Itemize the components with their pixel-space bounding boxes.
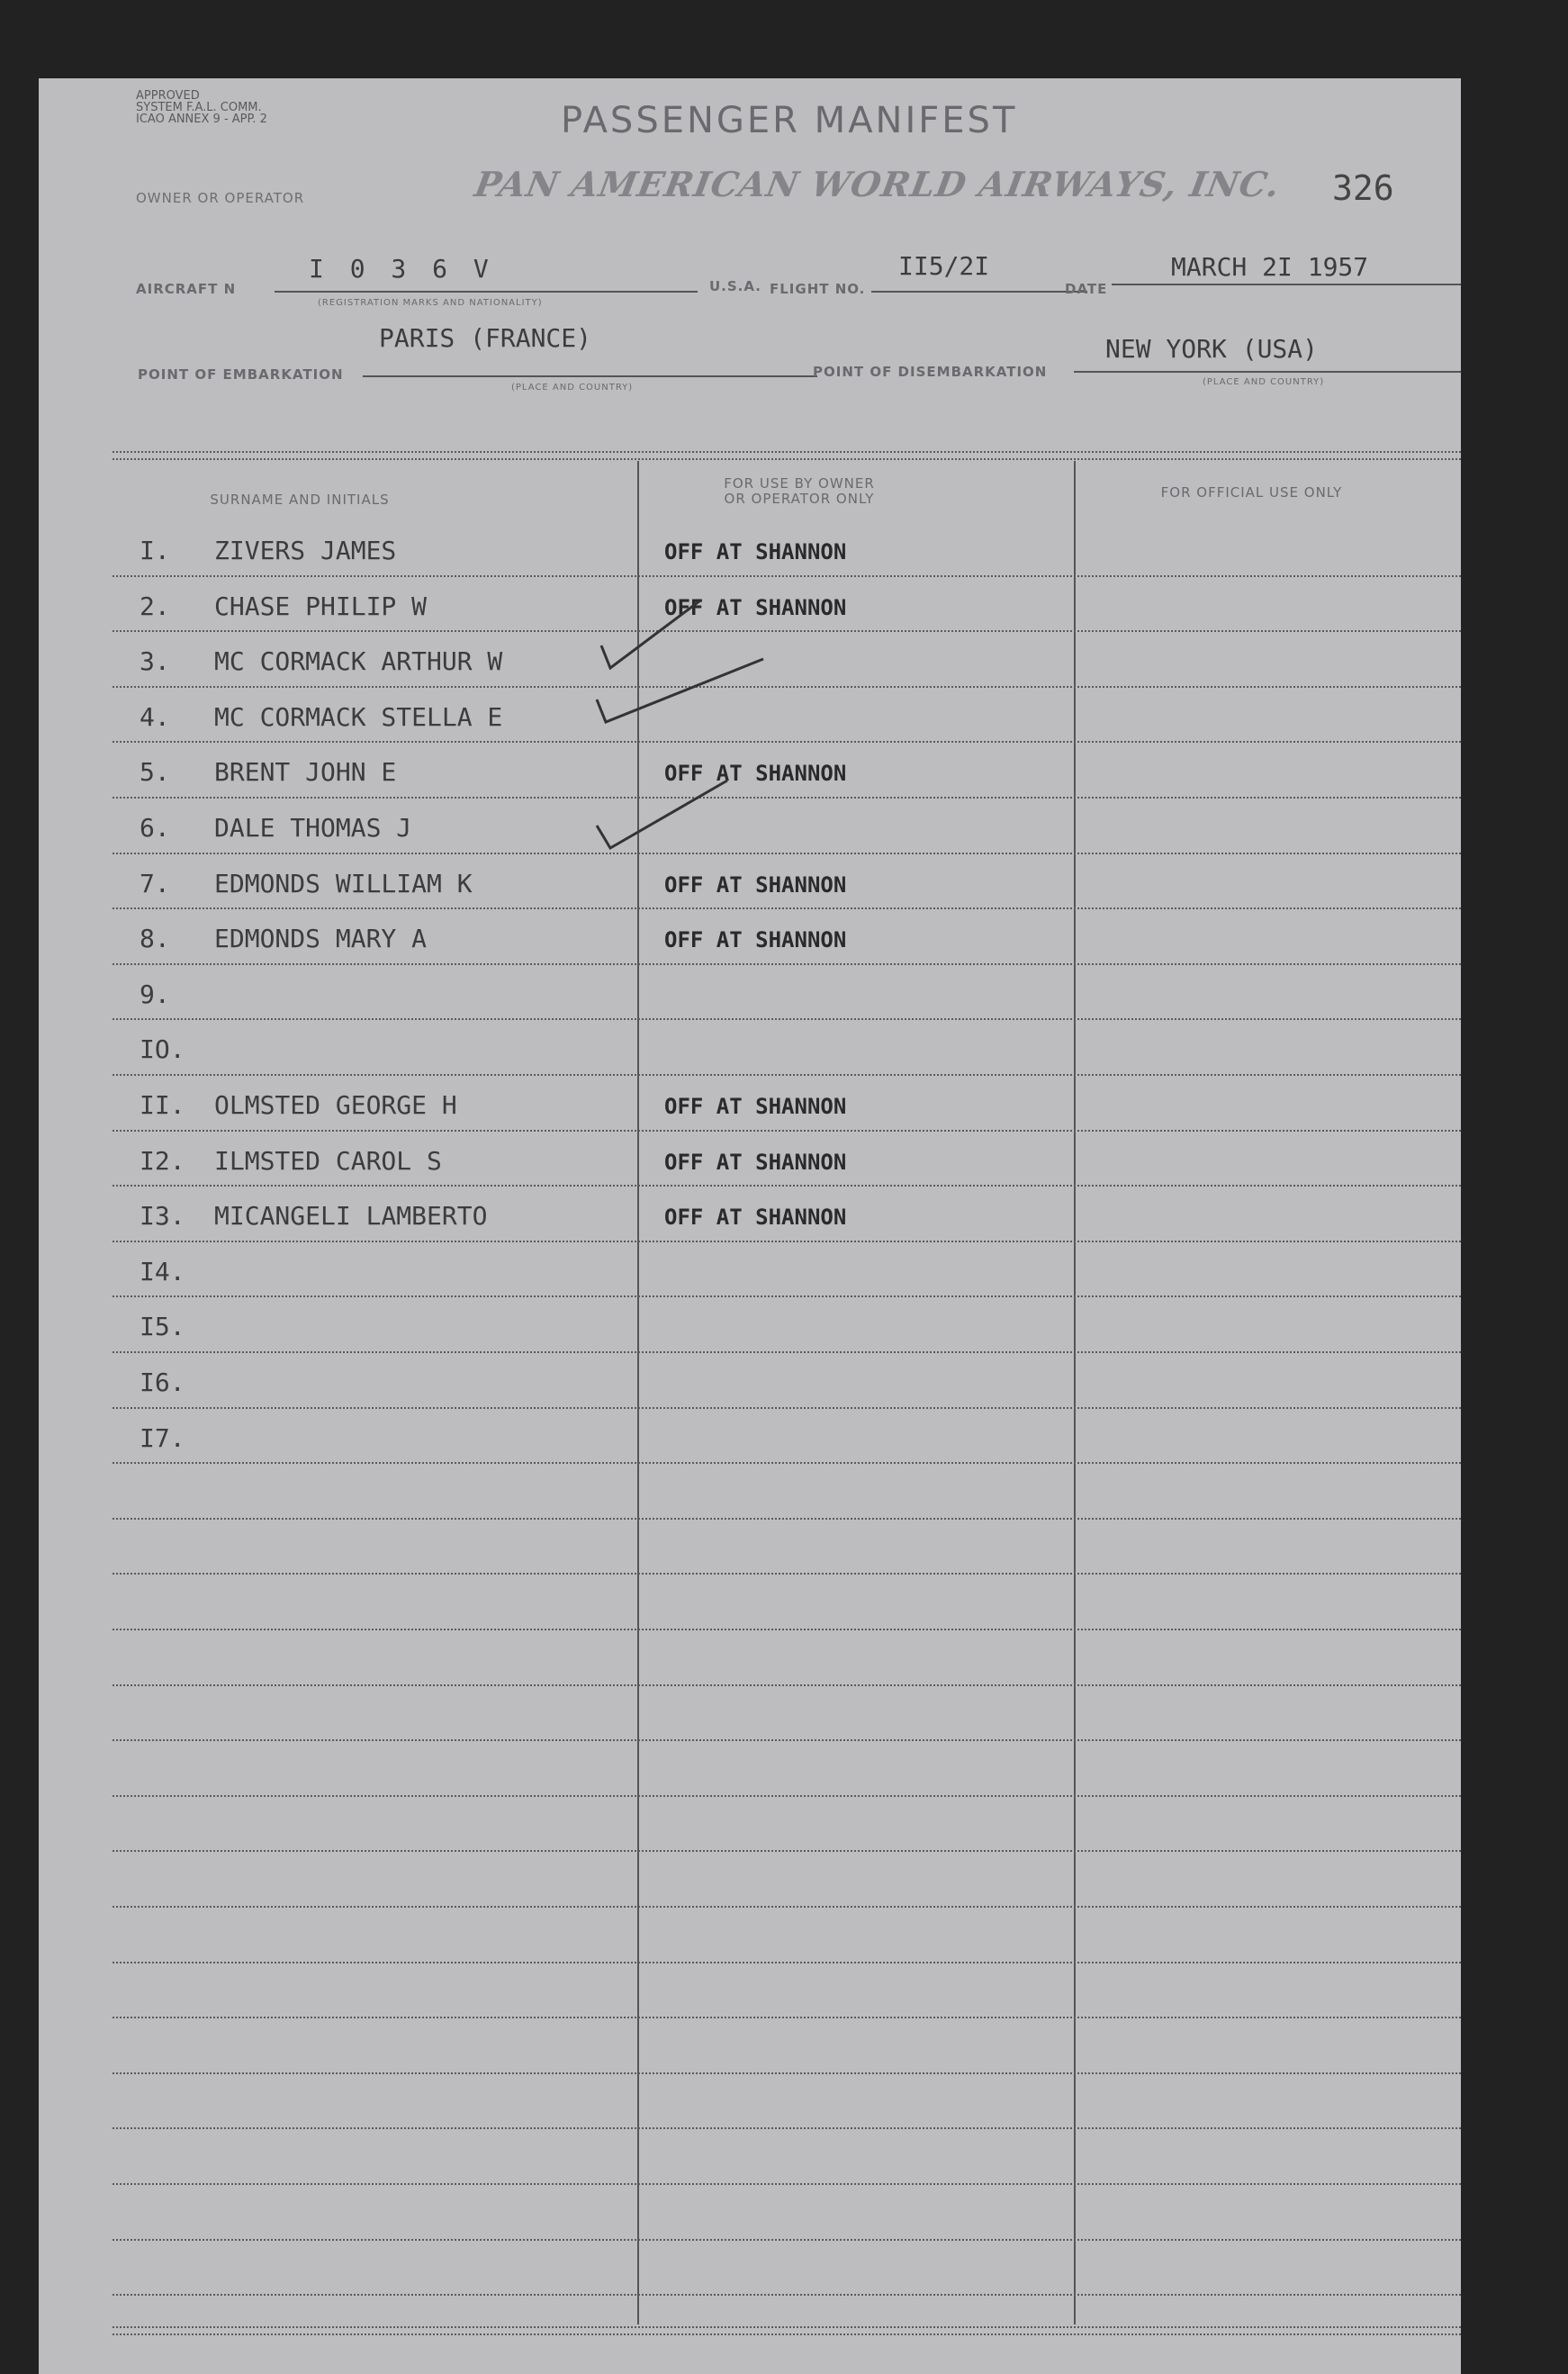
embarkation-caption: (PLACE AND COUNTRY) — [511, 383, 634, 393]
row-line — [113, 2239, 1461, 2241]
row-line — [113, 1629, 1461, 1630]
row-line — [113, 1351, 1461, 1353]
flight-label: FLIGHT NO. — [770, 281, 866, 297]
col-official-header: FOR OFFICIAL USE ONLY — [1160, 484, 1343, 501]
row-line — [113, 853, 1461, 854]
row-line — [113, 1518, 1461, 1520]
row-number: I5. — [140, 1312, 185, 1341]
row-number: 5. — [140, 757, 170, 787]
row-line — [113, 1962, 1461, 1963]
col-surname-header: SURNAME AND INITIALS — [210, 492, 390, 508]
usa-label: U.S.A. — [709, 278, 761, 294]
table-bottom-rule — [113, 2326, 1461, 2335]
aircraft-value: I 0 3 6 V — [309, 254, 494, 284]
disembarkation-value: NEW YORK (USA) — [1105, 334, 1319, 364]
row-number: I2. — [140, 1146, 185, 1176]
row-line — [113, 2183, 1461, 2185]
operator-stamp: OFF AT SHANNON — [664, 927, 847, 952]
row-line — [113, 2017, 1461, 2018]
document-title: PASSENGER MANIFEST — [561, 100, 1018, 141]
row-line — [113, 1241, 1461, 1242]
row-line — [113, 1295, 1461, 1297]
row-line — [113, 2294, 1461, 2296]
row-line — [113, 1018, 1461, 1020]
row-number: 9. — [140, 979, 170, 1009]
operator-stamp: OFF AT SHANNON — [664, 872, 847, 898]
row-line — [113, 1795, 1461, 1797]
row-line — [113, 630, 1461, 632]
row-line — [113, 907, 1461, 909]
operator-stamp: OFF AT SHANNON — [664, 1205, 847, 1230]
row-number: 8. — [140, 924, 170, 953]
row-line — [113, 1850, 1461, 1852]
operator-stamp: OFF AT SHANNON — [664, 1150, 847, 1175]
row-number: II. — [140, 1090, 185, 1120]
passenger-name: DALE THOMAS J — [214, 813, 412, 843]
row-number: I. — [140, 536, 170, 565]
row-number: I3. — [140, 1201, 185, 1231]
row-number: 4. — [140, 702, 170, 732]
registration-caption: (REGISTRATION MARKS AND NATIONALITY) — [318, 298, 543, 308]
passenger-name: ILMSTED CAROL S — [214, 1146, 442, 1176]
table-top-rule — [113, 451, 1461, 460]
row-number: 2. — [140, 591, 170, 621]
passenger-name: BRENT JOHN E — [214, 757, 397, 787]
operator-stamp: OFF AT SHANNON — [664, 539, 847, 564]
disembarkation-label: POINT OF DISEMBARKATION — [813, 364, 1048, 380]
approval-note: APPROVED SYSTEM F.A.L. COMM. ICAO ANNEX 9 - APP. 2 — [136, 89, 267, 126]
row-number: 7. — [140, 869, 170, 898]
passenger-name: ZIVERS JAMES — [214, 536, 397, 565]
row-line — [113, 1906, 1461, 1908]
passenger-name: MC CORMACK STELLA E — [214, 702, 503, 732]
flight-value: II5/2I — [898, 251, 990, 281]
date-label: DATE — [1065, 281, 1108, 297]
row-number: 3. — [140, 646, 170, 676]
row-number: I4. — [140, 1257, 185, 1286]
operator-name: PAN AMERICAN WORLD AIRWAYS, INC. — [472, 164, 1284, 204]
row-line — [113, 686, 1461, 688]
row-line — [113, 741, 1461, 743]
page-number: 326 — [1332, 168, 1394, 208]
passenger-name: EDMONDS WILLIAM K — [214, 869, 473, 898]
embarkation-value: PARIS (FRANCE) — [379, 323, 592, 353]
row-number: I7. — [140, 1423, 185, 1453]
row-line — [113, 1684, 1461, 1686]
passenger-name: OLMSTED GEORGE H — [214, 1090, 457, 1120]
operator-stamp: OFF AT SHANNON — [664, 595, 847, 620]
row-number: I6. — [140, 1368, 185, 1397]
row-line — [113, 1185, 1461, 1187]
row-line — [113, 2127, 1461, 2129]
row-line — [113, 1074, 1461, 1076]
row-line — [113, 963, 1461, 965]
embarkation-label: POINT OF EMBARKATION — [138, 366, 344, 383]
passenger-name: CHASE PHILIP W — [214, 591, 428, 621]
manifest-sheet — [39, 78, 1461, 2374]
row-line — [113, 797, 1461, 799]
row-line — [113, 1462, 1461, 1464]
row-line — [113, 1739, 1461, 1741]
row-line — [113, 1573, 1461, 1575]
passenger-name: MC CORMACK ARTHUR W — [214, 646, 503, 676]
date-underline — [1112, 284, 1461, 285]
operator-stamp: OFF AT SHANNON — [664, 1094, 847, 1119]
row-line — [113, 2072, 1461, 2074]
aircraft-label: AIRCRAFT N — [136, 281, 237, 297]
row-line — [113, 575, 1461, 577]
disembarkation-underline — [1074, 371, 1461, 373]
col-owner-header: FOR USE BY OWNER OR OPERATOR ONLY — [724, 475, 875, 507]
operator-stamp: OFF AT SHANNON — [664, 761, 847, 786]
embarkation-underline — [363, 375, 817, 377]
flight-underline — [871, 291, 1087, 293]
row-number: 6. — [140, 813, 170, 843]
passenger-name: MICANGELI LAMBERTO — [214, 1201, 488, 1231]
owner-label: OWNER OR OPERATOR — [136, 190, 305, 206]
row-line — [113, 1130, 1461, 1132]
check-marks — [592, 600, 781, 889]
row-number: IO. — [140, 1034, 185, 1064]
aircraft-underline — [275, 291, 698, 293]
passenger-name: EDMONDS MARY A — [214, 924, 428, 953]
disembarkation-caption: (PLACE AND COUNTRY) — [1203, 377, 1325, 387]
row-line — [113, 1407, 1461, 1409]
date-value: MARCH 2I 1957 — [1171, 252, 1369, 282]
